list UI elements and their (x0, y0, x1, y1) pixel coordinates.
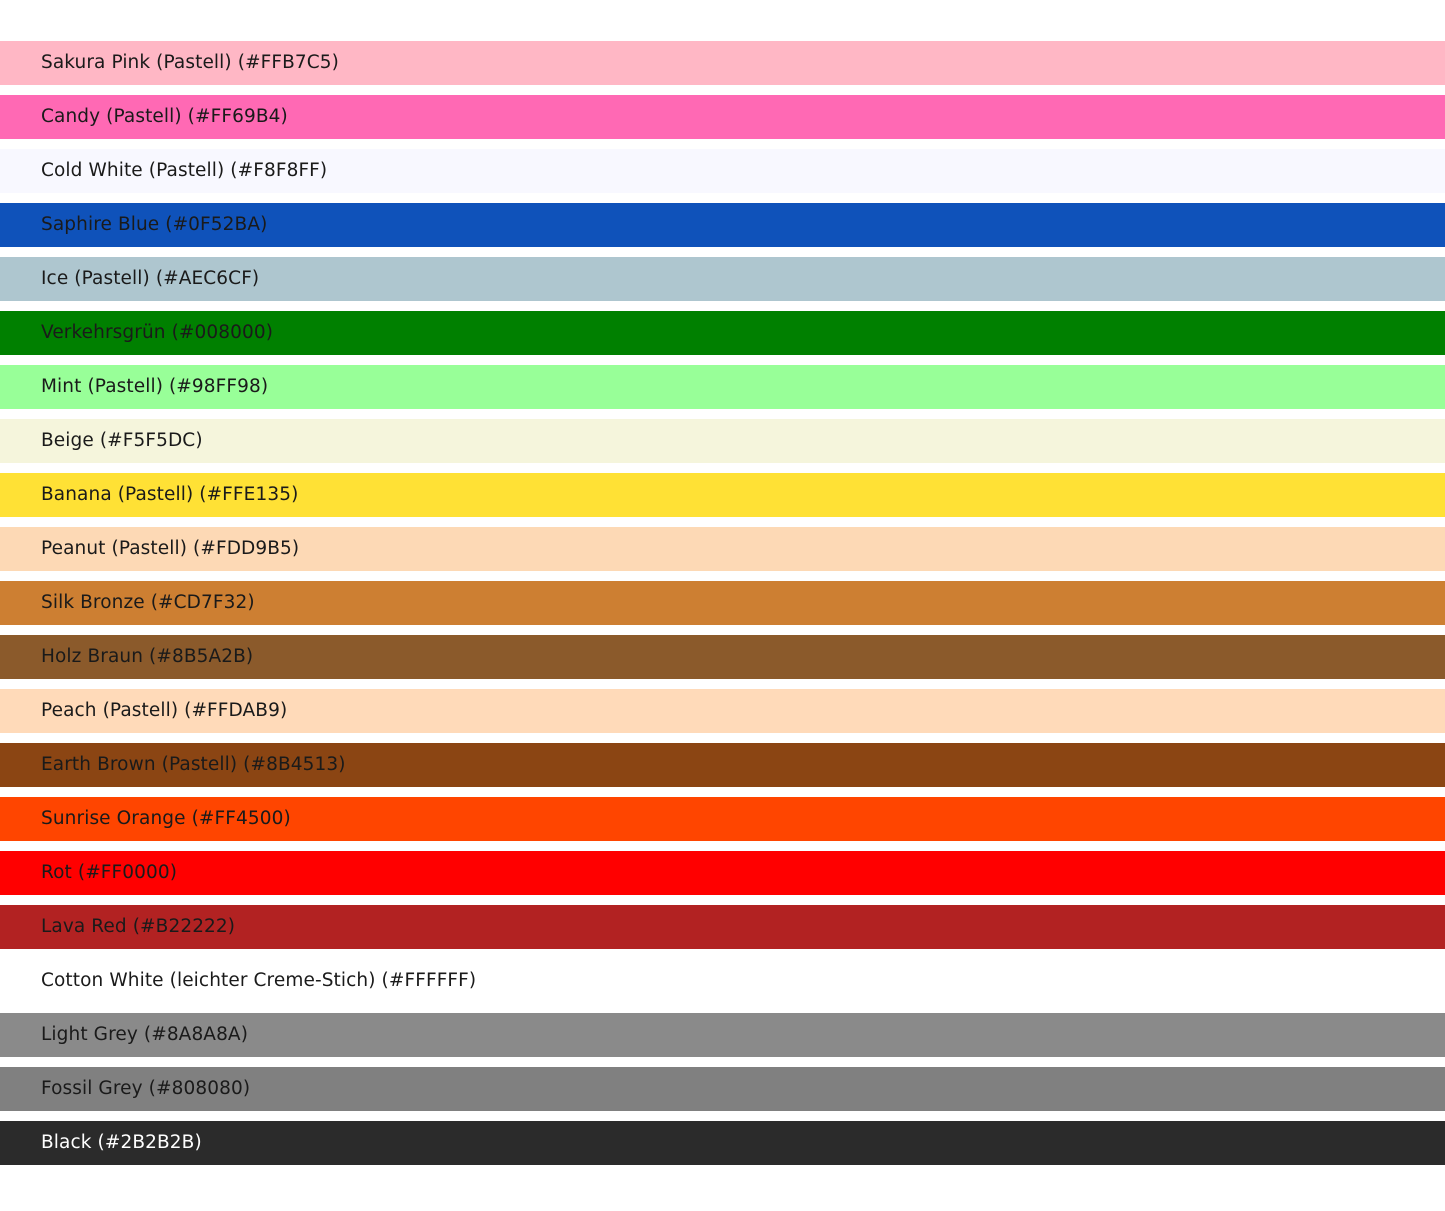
color-swatch-row (0, 851, 1445, 895)
color-swatch-row (0, 527, 1445, 571)
color-swatch-row (0, 1121, 1445, 1165)
color-swatch-row (0, 203, 1445, 247)
color-swatch-row (0, 149, 1445, 193)
color-swatch-label: Banana (Pastell) (#FFE135) (41, 483, 299, 505)
color-swatch-row (0, 311, 1445, 355)
color-swatch-label: Verkehrsgrün (#008000) (41, 321, 274, 343)
color-swatch-label: Candy (Pastell) (#FF69B4) (41, 105, 288, 127)
color-swatch-label: Rot (#FF0000) (41, 861, 178, 883)
color-swatch-label: Sunrise Orange (#FF4500) (41, 807, 291, 829)
color-swatch-row (0, 635, 1445, 679)
color-swatch-row (0, 1067, 1445, 1111)
color-swatch-row (0, 257, 1445, 301)
color-swatch-label: Cotton White (leichter Creme-Stich) (#FFFFFF) (41, 969, 477, 991)
color-swatch-row (0, 473, 1445, 517)
color-swatch-label: Peanut (Pastell) (#FDD9B5) (41, 537, 300, 559)
color-swatch-row (0, 743, 1445, 787)
color-swatch-label: Lava Red (#B22222) (41, 915, 236, 937)
color-swatch-label: Cold White (Pastell) (#F8F8FF) (41, 159, 328, 181)
color-swatch-row (0, 959, 1445, 1003)
color-swatch-row (0, 419, 1445, 463)
color-swatch-label: Sakura Pink (Pastell) (#FFB7C5) (41, 51, 339, 73)
color-swatch-row (0, 689, 1445, 733)
color-swatch-row (0, 1013, 1445, 1057)
color-swatch-row (0, 365, 1445, 409)
color-swatch-label: Mint (Pastell) (#98FF98) (41, 375, 269, 397)
color-swatch-label: Fossil Grey (#808080) (41, 1077, 251, 1099)
color-swatch-label: Beige (#F5F5DC) (41, 429, 203, 451)
color-swatch-row (0, 905, 1445, 949)
color-swatch-row (0, 41, 1445, 85)
color-swatch-label: Black (#2B2B2B) (41, 1131, 202, 1153)
color-swatch-label: Ice (Pastell) (#AEC6CF) (41, 267, 260, 289)
color-swatch-label: Light Grey (#8A8A8A) (41, 1023, 249, 1045)
color-swatch-label: Peach (Pastell) (#FFDAB9) (41, 699, 288, 721)
color-swatch-label: Earth Brown (Pastell) (#8B4513) (41, 753, 346, 775)
color-swatch-row (0, 95, 1445, 139)
color-swatch-label: Saphire Blue (#0F52BA) (41, 213, 268, 235)
color-swatch-row (0, 797, 1445, 841)
color-swatch-label: Silk Bronze (#CD7F32) (41, 591, 255, 613)
color-swatch-row (0, 581, 1445, 625)
color-swatch-label: Holz Braun (#8B5A2B) (41, 645, 254, 667)
